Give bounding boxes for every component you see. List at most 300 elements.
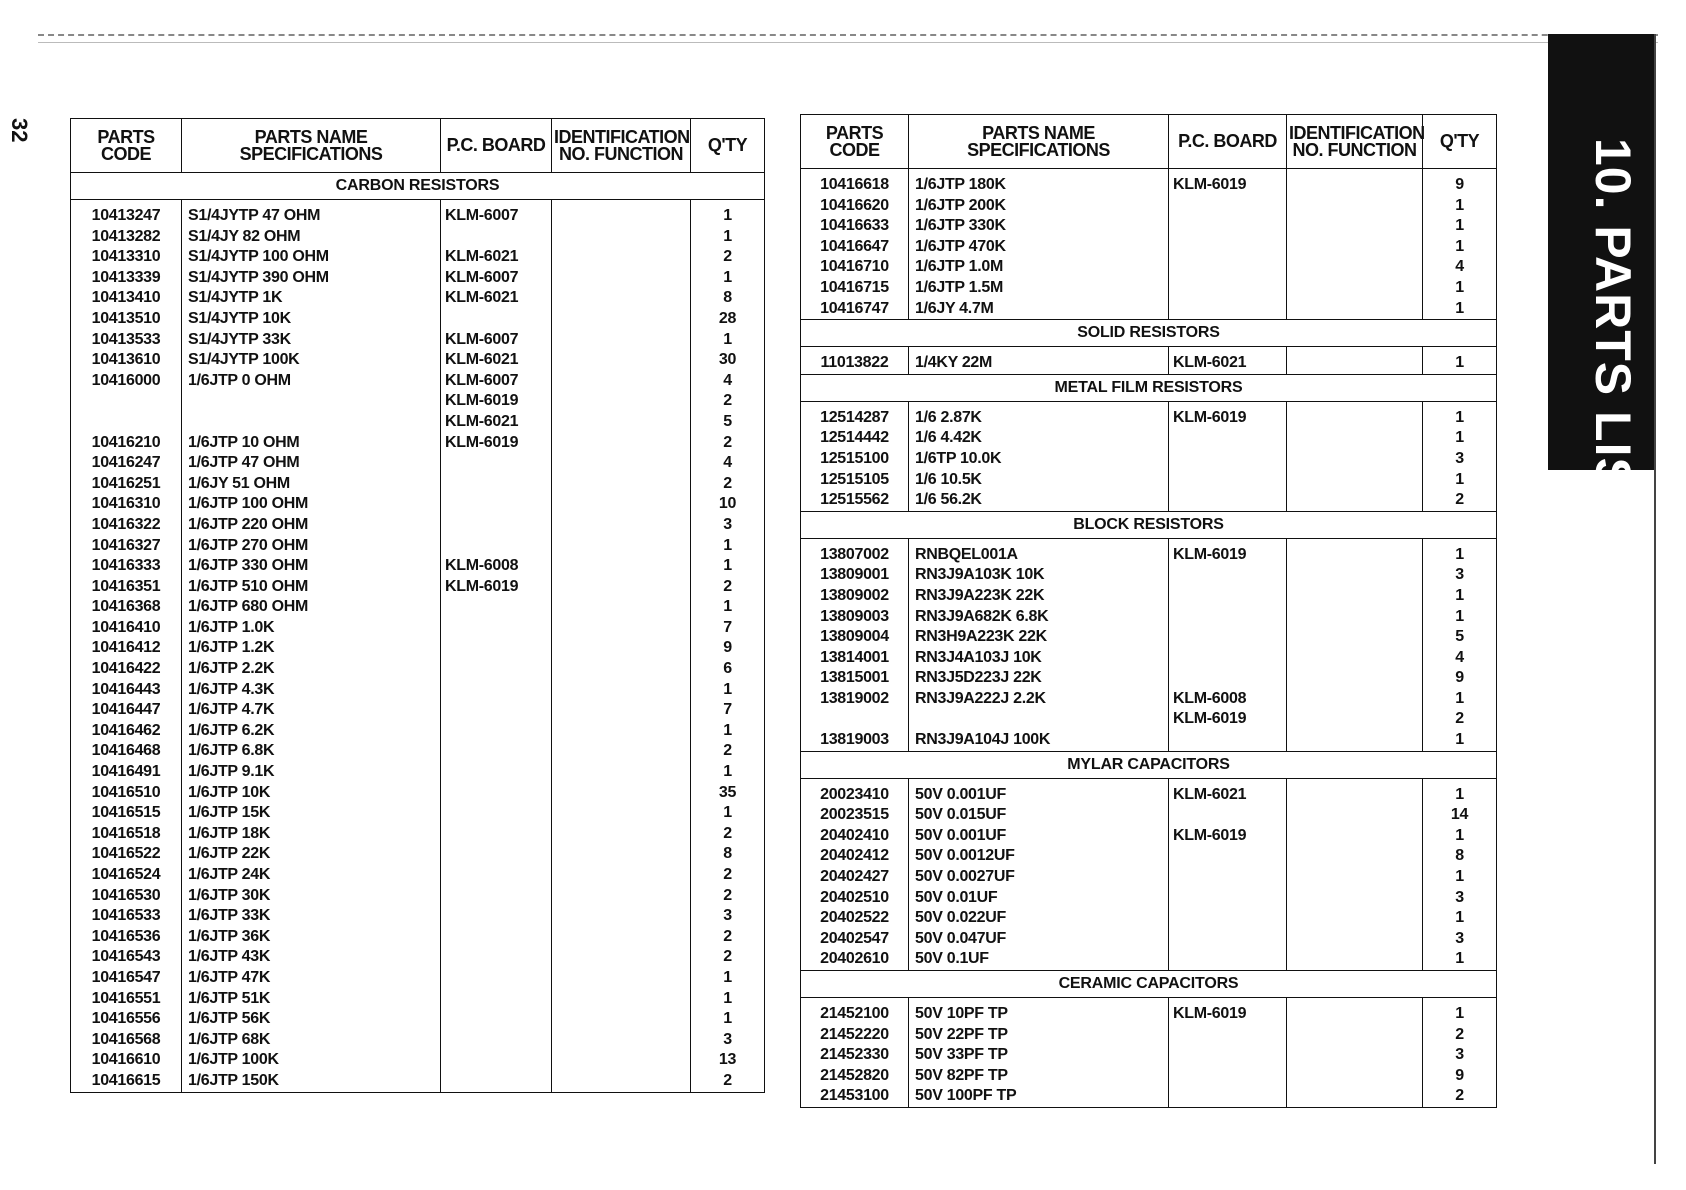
parts-code-cell: 10416351	[71, 577, 182, 598]
table-row	[71, 989, 765, 1010]
table-row	[71, 412, 765, 433]
qty-cell: 1	[691, 721, 765, 742]
parts-name-cell: 50V 0.0027UF	[909, 867, 1169, 888]
pc-board-cell	[1169, 730, 1287, 751]
parts-code-cell: 12515562	[801, 490, 909, 511]
qty-cell: 2	[691, 433, 765, 454]
parts-name-cell	[182, 391, 441, 412]
identification-cell	[552, 741, 691, 762]
parts-code-cell: 10413247	[71, 200, 182, 227]
identification-cell	[552, 371, 691, 392]
qty-cell: 1	[1423, 826, 1497, 847]
parts-name-cell: 1/6JTP 270 OHM	[182, 536, 441, 557]
parts-name-cell: 1/6JTP 680 OHM	[182, 597, 441, 618]
table-row	[801, 929, 1497, 950]
table-row	[801, 347, 1497, 375]
parts-name-cell: 1/6JTP 56K	[182, 1009, 441, 1030]
pc-board-cell: KLM-6021	[441, 412, 552, 433]
header-qty: Q'TY	[691, 119, 765, 173]
identification-cell	[1287, 1025, 1423, 1046]
pc-board-cell	[1169, 929, 1287, 950]
parts-code-cell: 10416515	[71, 803, 182, 824]
identification-cell	[1287, 470, 1423, 491]
qty-cell: 1	[1423, 689, 1497, 710]
identification-cell	[1287, 1086, 1423, 1107]
parts-name-cell: RNBQEL001A	[909, 538, 1169, 565]
identification-cell	[1287, 805, 1423, 826]
pc-board-cell	[441, 453, 552, 474]
qty-cell: 3	[1423, 565, 1497, 586]
parts-name-cell: 1/6JTP 18K	[182, 824, 441, 845]
pc-board-cell	[1169, 490, 1287, 511]
table-row	[801, 490, 1497, 511]
identification-cell	[1287, 169, 1423, 196]
qty-cell: 1	[1423, 278, 1497, 299]
parts-name-cell: RN3J5D223J 22K	[909, 668, 1169, 689]
qty-cell: 9	[1423, 668, 1497, 689]
parts-code-cell: 20023410	[801, 778, 909, 805]
qty-cell: 3	[691, 906, 765, 927]
identification-cell	[552, 309, 691, 330]
parts-code-cell: 10416412	[71, 638, 182, 659]
pc-board-cell	[441, 1009, 552, 1030]
qty-cell: 2	[691, 474, 765, 495]
parts-code-cell: 10416530	[71, 886, 182, 907]
parts-name-cell: 50V 0.015UF	[909, 805, 1169, 826]
parts-name-cell: RN3J9A682K 6.8K	[909, 607, 1169, 628]
parts-code-cell: 12515105	[801, 470, 909, 491]
parts-code-cell: 11013822	[801, 347, 909, 375]
table-row	[71, 433, 765, 454]
pc-board-cell	[441, 947, 552, 968]
table-row	[71, 391, 765, 412]
section-heading: CERAMIC CAPACITORS	[801, 971, 1497, 998]
qty-cell: 1	[1423, 216, 1497, 237]
identification-cell	[1287, 428, 1423, 449]
parts-code-cell: 10416468	[71, 741, 182, 762]
parts-code-cell: 10416747	[801, 299, 909, 320]
parts-code-cell: 10416447	[71, 700, 182, 721]
parts-code-cell: 10413410	[71, 288, 182, 309]
qty-cell: 6	[691, 659, 765, 680]
parts-code-cell: 10413533	[71, 330, 182, 351]
table-row	[71, 618, 765, 639]
table-row	[801, 428, 1497, 449]
identification-cell	[1287, 888, 1423, 909]
identification-cell	[552, 474, 691, 495]
parts-code-cell: 21452820	[801, 1066, 909, 1087]
parts-code-cell: 20402410	[801, 826, 909, 847]
parts-name-cell: 1/6 56.2K	[909, 490, 1169, 511]
table-row	[801, 196, 1497, 217]
parts-code-cell: 20023515	[801, 805, 909, 826]
table-row	[71, 309, 765, 330]
parts-name-cell: 50V 0.1UF	[909, 949, 1169, 970]
table-row	[801, 449, 1497, 470]
identification-cell	[1287, 586, 1423, 607]
table-row	[801, 538, 1497, 565]
parts-code-cell: 10416543	[71, 947, 182, 968]
identification-cell	[552, 350, 691, 371]
parts-code-cell: 13807002	[801, 538, 909, 565]
qty-cell: 4	[1423, 257, 1497, 278]
pc-board-cell	[1169, 470, 1287, 491]
pc-board-cell	[441, 597, 552, 618]
parts-code-cell: 20402547	[801, 929, 909, 950]
identification-cell	[1287, 689, 1423, 710]
table-row	[71, 515, 765, 536]
qty-cell: 1	[1423, 401, 1497, 428]
qty-cell: 4	[691, 453, 765, 474]
parts-name-cell	[909, 709, 1169, 730]
identification-cell	[1287, 648, 1423, 669]
pc-board-cell	[1169, 428, 1287, 449]
qty-cell: 2	[691, 1071, 765, 1092]
identification-cell	[1287, 709, 1423, 730]
pc-board-cell	[1169, 949, 1287, 970]
parts-code-cell: 10416610	[71, 1050, 182, 1071]
parts-code-cell: 20402522	[801, 908, 909, 929]
parts-name-cell: 1/6JTP 1.0K	[182, 618, 441, 639]
identification-cell	[552, 968, 691, 989]
parts-name-cell: 1/6JTP 150K	[182, 1071, 441, 1092]
pc-board-cell	[441, 721, 552, 742]
pc-board-cell: KLM-6019	[1169, 998, 1287, 1025]
pc-board-cell: KLM-6021	[441, 288, 552, 309]
identification-cell	[1287, 627, 1423, 648]
pc-board-cell	[441, 515, 552, 536]
identification-cell	[552, 906, 691, 927]
parts-name-cell: 50V 33PF TP	[909, 1045, 1169, 1066]
identification-cell	[552, 824, 691, 845]
parts-code-cell: 10416620	[801, 196, 909, 217]
identification-cell	[552, 227, 691, 248]
parts-name-cell: 1/6JTP 510 OHM	[182, 577, 441, 598]
parts-code-cell: 10416618	[801, 169, 909, 196]
identification-cell	[1287, 846, 1423, 867]
identification-cell	[1287, 347, 1423, 375]
table-row	[801, 565, 1497, 586]
pc-board-cell: KLM-6008	[1169, 689, 1287, 710]
identification-cell	[552, 659, 691, 680]
pc-board-cell	[1169, 1025, 1287, 1046]
parts-name-cell: 50V 0.01UF	[909, 888, 1169, 909]
qty-cell: 3	[691, 515, 765, 536]
parts-code-cell: 10416510	[71, 783, 182, 804]
section-heading-row	[801, 320, 1497, 347]
table-row	[71, 371, 765, 392]
identification-cell	[552, 536, 691, 557]
table-row	[801, 257, 1497, 278]
qty-cell: 8	[691, 288, 765, 309]
pc-board-cell	[441, 927, 552, 948]
pc-board-cell	[1169, 196, 1287, 217]
pc-board-cell: KLM-6021	[441, 350, 552, 371]
pc-board-cell: KLM-6007	[441, 371, 552, 392]
identification-cell	[552, 412, 691, 433]
table-row	[801, 846, 1497, 867]
table-row	[801, 607, 1497, 628]
parts-code-cell: 10416410	[71, 618, 182, 639]
identification-cell	[1287, 401, 1423, 428]
table-row	[801, 627, 1497, 648]
parts-code-cell: 20402610	[801, 949, 909, 970]
parts-name-cell: 1/6TP 10.0K	[909, 449, 1169, 470]
parts-code-cell: 13809003	[801, 607, 909, 628]
pc-board-cell	[1169, 1045, 1287, 1066]
identification-cell	[552, 844, 691, 865]
parts-name-cell: 1/6JTP 220 OHM	[182, 515, 441, 536]
table-row	[801, 278, 1497, 299]
parts-name-cell: 1/6JTP 100 OHM	[182, 494, 441, 515]
parts-name-cell: 1/6JTP 43K	[182, 947, 441, 968]
identification-cell	[552, 391, 691, 412]
identification-cell	[1287, 1066, 1423, 1087]
header-parts-code: PARTS CODE	[801, 115, 909, 169]
parts-name-cell: 1/6 2.87K	[909, 401, 1169, 428]
section-heading: SOLID RESISTORS	[801, 320, 1497, 347]
table-row	[71, 330, 765, 351]
parts-name-cell: 1/6JTP 68K	[182, 1030, 441, 1051]
header-parts-code: PARTS CODE	[71, 119, 182, 173]
parts-code-cell: 10416322	[71, 515, 182, 536]
parts-code-cell: 10416615	[71, 1071, 182, 1092]
parts-code-cell: 10413282	[71, 227, 182, 248]
pc-board-cell	[1169, 257, 1287, 278]
pc-board-cell: KLM-6019	[441, 577, 552, 598]
table-row	[71, 865, 765, 886]
table-row	[801, 730, 1497, 751]
parts-code-cell: 10416568	[71, 1030, 182, 1051]
identification-cell	[1287, 607, 1423, 628]
parts-name-cell: S1/4JYTP 33K	[182, 330, 441, 351]
pc-board-cell: KLM-6008	[441, 556, 552, 577]
table-row	[71, 268, 765, 289]
identification-cell	[552, 865, 691, 886]
pc-board-cell	[1169, 1066, 1287, 1087]
table-row	[801, 169, 1497, 196]
parts-code-cell: 10416210	[71, 433, 182, 454]
identification-cell	[1287, 929, 1423, 950]
table-row	[71, 1050, 765, 1071]
identification-cell	[552, 453, 691, 474]
pc-board-cell	[441, 474, 552, 495]
pc-board-cell: KLM-6007	[441, 200, 552, 227]
qty-cell: 8	[691, 844, 765, 865]
pc-board-cell: KLM-6019	[1169, 709, 1287, 730]
pc-board-cell	[441, 803, 552, 824]
parts-name-cell: 50V 0.0012UF	[909, 846, 1169, 867]
parts-name-cell: 50V 0.001UF	[909, 826, 1169, 847]
pc-board-cell: KLM-6021	[1169, 347, 1287, 375]
parts-name-cell: 1/6JTP 470K	[909, 237, 1169, 258]
table-row	[71, 494, 765, 515]
qty-cell: 1	[691, 597, 765, 618]
qty-cell: 1	[691, 227, 765, 248]
pc-board-cell	[1169, 565, 1287, 586]
identification-cell	[552, 803, 691, 824]
table-row	[71, 659, 765, 680]
qty-cell: 1	[691, 536, 765, 557]
qty-cell: 1	[1423, 949, 1497, 970]
identification-cell	[1287, 908, 1423, 929]
parts-name-cell: S1/4JYTP 390 OHM	[182, 268, 441, 289]
identification-cell	[552, 247, 691, 268]
top-dashed-rule	[38, 34, 1658, 36]
table-row	[71, 200, 765, 227]
identification-cell	[1287, 538, 1423, 565]
table-row	[801, 778, 1497, 805]
parts-name-cell: S1/4JYTP 1K	[182, 288, 441, 309]
table-row	[801, 805, 1497, 826]
identification-cell	[552, 577, 691, 598]
pc-board-cell	[441, 865, 552, 886]
header-parts-name: PARTS NAME SPECIFICATIONS	[909, 115, 1169, 169]
table-row	[801, 216, 1497, 237]
qty-cell: 2	[691, 886, 765, 907]
qty-cell: 1	[691, 762, 765, 783]
parts-code-cell: 13809002	[801, 586, 909, 607]
section-heading: CARBON RESISTORS	[71, 173, 765, 200]
parts-name-cell: 1/6JTP 6.8K	[182, 741, 441, 762]
parts-code-cell: 10416551	[71, 989, 182, 1010]
identification-cell	[1287, 299, 1423, 320]
section-heading-row	[801, 751, 1497, 778]
identification-cell	[552, 288, 691, 309]
qty-cell: 3	[691, 1030, 765, 1051]
pc-board-cell	[1169, 867, 1287, 888]
identification-cell	[552, 597, 691, 618]
qty-cell: 1	[691, 989, 765, 1010]
section-title: 10. PARTS LIST	[1585, 138, 1641, 524]
parts-code-cell: 10416710	[801, 257, 909, 278]
pc-board-cell	[441, 844, 552, 865]
table-row	[71, 844, 765, 865]
parts-code-cell: 10413339	[71, 268, 182, 289]
parts-code-cell: 21452330	[801, 1045, 909, 1066]
table-row	[71, 1071, 765, 1092]
pc-board-cell	[1169, 586, 1287, 607]
identification-cell	[552, 1071, 691, 1092]
right-edge-rule	[1654, 34, 1656, 1164]
parts-name-cell: 50V 82PF TP	[909, 1066, 1169, 1087]
identification-cell	[1287, 668, 1423, 689]
pc-board-cell	[1169, 1086, 1287, 1107]
qty-cell: 2	[691, 391, 765, 412]
qty-cell: 8	[1423, 846, 1497, 867]
parts-name-cell: 1/6JTP 180K	[909, 169, 1169, 196]
header-identification: IDENTIFICATION NO. FUNCTION	[552, 119, 691, 173]
qty-cell: 2	[1423, 490, 1497, 511]
qty-cell: 1	[1423, 586, 1497, 607]
parts-name-cell: 1/6JTP 2.2K	[182, 659, 441, 680]
pc-board-cell: KLM-6019	[1169, 401, 1287, 428]
pc-board-cell	[1169, 648, 1287, 669]
qty-cell: 3	[1423, 449, 1497, 470]
parts-code-cell: 10416633	[801, 216, 909, 237]
parts-code-cell: 10413510	[71, 309, 182, 330]
qty-cell: 2	[691, 824, 765, 845]
table-row	[71, 721, 765, 742]
pc-board-cell	[441, 1050, 552, 1071]
identification-cell	[552, 556, 691, 577]
parts-name-cell: 1/6JTP 4.7K	[182, 700, 441, 721]
parts-code-cell: 10416715	[801, 278, 909, 299]
parts-code-cell: 21452100	[801, 998, 909, 1025]
parts-code-cell: 13815001	[801, 668, 909, 689]
pc-board-cell	[1169, 805, 1287, 826]
qty-cell: 9	[691, 638, 765, 659]
parts-name-cell: 50V 100PF TP	[909, 1086, 1169, 1107]
parts-name-cell: S1/4JYTP 100 OHM	[182, 247, 441, 268]
parts-name-cell: RN3J9A222J 2.2K	[909, 689, 1169, 710]
pc-board-cell	[441, 680, 552, 701]
table-row	[71, 741, 765, 762]
identification-cell	[1287, 196, 1423, 217]
parts-name-cell: RN3J9A223K 22K	[909, 586, 1169, 607]
parts-code-cell	[71, 412, 182, 433]
identification-cell	[552, 721, 691, 742]
section-heading: BLOCK RESISTORS	[801, 511, 1497, 538]
header-qty: Q'TY	[1423, 115, 1497, 169]
parts-code-cell: 13809004	[801, 627, 909, 648]
parts-name-cell: RN3J9A104J 100K	[909, 730, 1169, 751]
parts-name-cell: 1/6JTP 15K	[182, 803, 441, 824]
pc-board-cell	[441, 989, 552, 1010]
qty-cell: 2	[691, 741, 765, 762]
pc-board-cell: KLM-6019	[441, 433, 552, 454]
qty-cell: 2	[691, 577, 765, 598]
parts-code-cell: 10416462	[71, 721, 182, 742]
parts-code-cell: 10416422	[71, 659, 182, 680]
qty-cell: 1	[1423, 237, 1497, 258]
qty-cell: 7	[691, 700, 765, 721]
parts-code-cell	[801, 709, 909, 730]
parts-name-cell: 1/6JTP 47 OHM	[182, 453, 441, 474]
pc-board-cell	[1169, 607, 1287, 628]
pc-board-cell	[1169, 299, 1287, 320]
table-row	[71, 824, 765, 845]
table-row	[801, 299, 1497, 320]
parts-name-cell: 1/6 4.42K	[909, 428, 1169, 449]
section-heading-row	[801, 374, 1497, 401]
table-row	[71, 1009, 765, 1030]
qty-cell: 1	[691, 680, 765, 701]
parts-name-cell: 1/6JY 51 OHM	[182, 474, 441, 495]
parts-code-cell: 12514442	[801, 428, 909, 449]
pc-board-cell	[441, 536, 552, 557]
parts-name-cell: 1/6JTP 1.0M	[909, 257, 1169, 278]
parts-name-cell: RN3J4A103J 10K	[909, 648, 1169, 669]
parts-code-cell: 10416536	[71, 927, 182, 948]
table-row	[801, 237, 1497, 258]
pc-board-cell	[441, 906, 552, 927]
table-row	[801, 949, 1497, 970]
parts-name-cell: RN3H9A223K 22K	[909, 627, 1169, 648]
table-row	[71, 597, 765, 618]
parts-code-cell: 10416491	[71, 762, 182, 783]
table-row	[801, 1066, 1497, 1087]
identification-cell	[1287, 949, 1423, 970]
qty-cell: 5	[691, 412, 765, 433]
table-row	[71, 680, 765, 701]
parts-name-cell: 1/6JTP 10 OHM	[182, 433, 441, 454]
pc-board-cell	[441, 700, 552, 721]
parts-code-cell: 13809001	[801, 565, 909, 586]
identification-cell	[1287, 237, 1423, 258]
parts-code-cell: 21453100	[801, 1086, 909, 1107]
qty-cell: 3	[1423, 888, 1497, 909]
